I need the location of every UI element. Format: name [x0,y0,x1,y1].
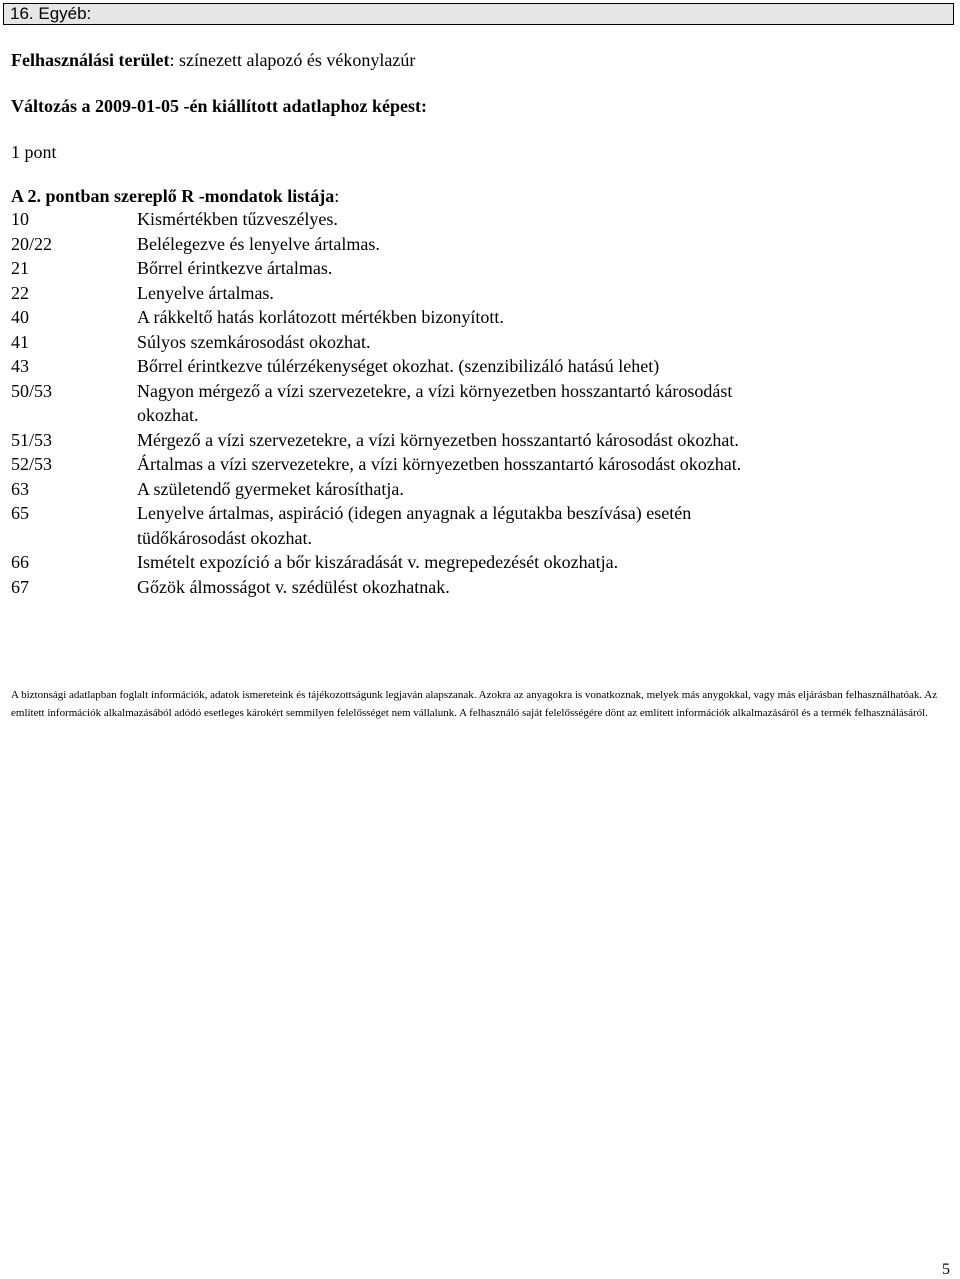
r-phrase-code: 43 [11,356,29,376]
r-phrase-item [11,428,911,453]
r-phrase-item [11,281,911,306]
r-phrase-code: 22 [11,282,29,303]
r-phrase-item [11,305,911,330]
section-header [3,3,954,25]
r-phrase-code: 63 [11,478,29,499]
r-phrase-text: Lenyelve ártalmas. [137,282,274,303]
r-phrase-text: Súlyos szemkárosodást okozhat. [137,331,371,352]
r-phrase-item [11,477,911,502]
r-phrase-item [11,232,911,257]
r-phrase-text: Bőrrel érintkezve túlérzékenységet okozhat. (szenzibilizáló hatású lehet) [137,356,660,376]
r-phrase-code: 67 [11,576,29,597]
r-phrase-text: Belélegezve és lenyelve ártalmas. [137,233,380,254]
r-phrase-text: A rákkeltő hatás korlátozott mértékben bizonyított. [137,307,504,327]
section-title: 16. Egyéb: [10,4,92,23]
r-phrase-text: Bőrrel érintkezve ártalmas. [137,258,333,278]
r-list-title-bold: A 2. pontban szereplő R -mondatok listája [11,186,335,206]
r-list-title [11,186,339,206]
usage-line [11,50,415,70]
page-number: 5 [942,1261,950,1278]
r-phrase-list [11,207,911,599]
r-phrase-item [11,452,911,477]
r-phrase-text: Gőzök álmosságot v. szédülést okozhatnak. [137,576,450,597]
r-phrase-text: Lenyelve ártalmas, aspiráció (idegen anyagnak a légutakba beszívása) esetén tüdőkárosodást okozhat. [137,503,692,548]
r-phrase-item [11,550,911,575]
r-phrase-code: 66 [11,552,29,572]
r-phrase-text: Nagyon mérgező a vízi szervezetekre, a vízi környezetben hosszantartó károsodást okozhat. [137,380,733,425]
r-phrase-item [11,256,911,281]
r-phrase-code: 10 [11,209,29,229]
r-phrase-code: 21 [11,258,29,278]
r-phrase-text: Ismételt expozíció a bőr kiszáradását v. megrepedezését okozhatja. [137,552,619,572]
r-phrase-item [11,501,911,550]
point-line: 1 pont [11,142,57,162]
r-phrase-item [11,379,911,428]
r-phrase-item [11,575,911,600]
r-phrase-text: Kismértékben tűzveszélyes. [137,209,338,229]
r-list-title-suffix: : [334,186,340,206]
r-phrase-code: 41 [11,331,29,352]
r-phrase-text: A születendő gyermeket károsíthatja. [137,478,404,499]
r-phrase-text: Mérgező a vízi szervezetekre, a vízi környezetben hosszantartó károsodást okozhat. [137,429,739,450]
r-phrase-code: 52/53 [11,454,53,474]
r-phrase-text: Ártalmas a vízi szervezetekre, a vízi környezetben hosszantartó károsodást okozhat. [137,454,742,474]
disclaimer-text: A biztonsági adatlapban foglalt információk, adatok ismereteink és tájékozottságunk legjaván alapszanak. Azokra az anyagokra is vonatkoznak, melyek más anygokkal, vagy más eljárásban felhasználhatóak. Az említett információk alkalmazásából adódó esetleges károkért semmilyen felelősséget nem vállalunk. A felhasználó saját felelősségére dönt az említett információk alkalmazásáról és a termék felhasználásáról. [11,689,938,719]
usage-value: : színezett alapozó és vékonylazúr [169,50,416,70]
r-phrase-code: 20/22 [11,233,53,254]
r-phrase-code: 50/53 [11,380,53,401]
r-phrase-code: 40 [11,307,29,327]
r-phrase-item [11,330,911,355]
r-phrase-code: 65 [11,503,29,523]
r-phrase-item [11,354,911,379]
usage-label: Felhasználási terület [11,50,170,70]
r-phrase-item [11,207,911,232]
r-phrase-code: 51/53 [11,429,53,450]
change-line: Változás a 2009-01-05 -én kiállított adatlaphoz képest: [11,96,427,116]
